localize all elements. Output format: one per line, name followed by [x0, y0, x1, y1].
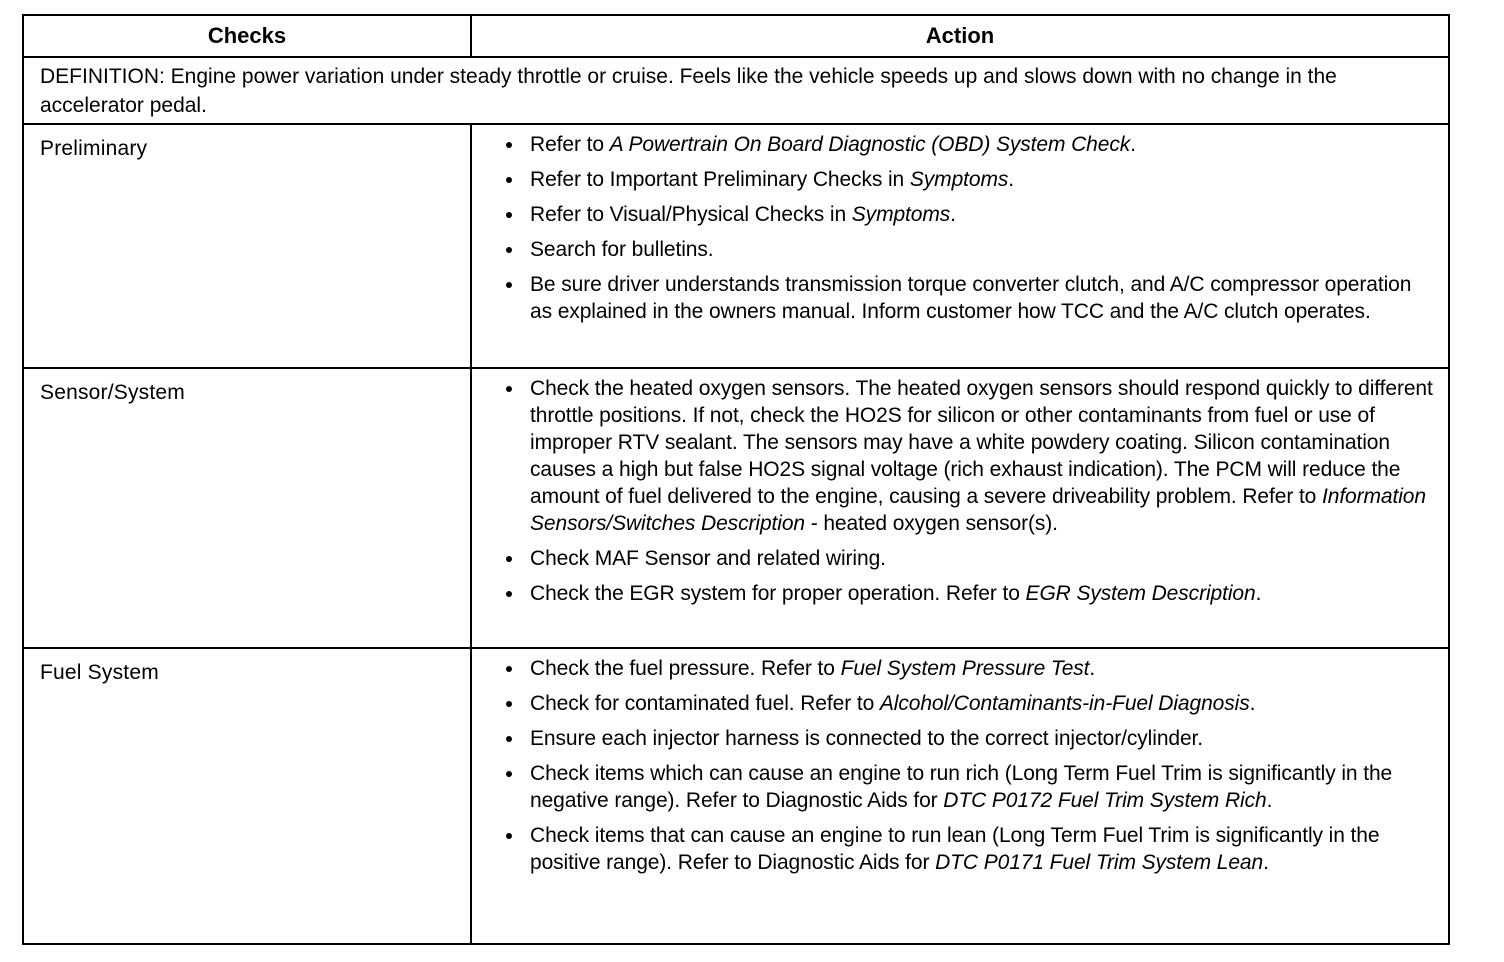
action-cell [471, 124, 1449, 368]
action-text: Check the EGR system for proper operation. Refer to [530, 582, 1026, 605]
bullet-icon [506, 177, 512, 183]
bullet-icon [506, 247, 512, 253]
bullet-icon [506, 771, 512, 777]
reference-title: Fuel System Pressure Test [840, 657, 1090, 680]
action-text: . [1130, 133, 1136, 156]
reference-title: EGR System Description [1025, 582, 1256, 605]
reference-title: Symptoms [909, 168, 1009, 191]
table-row [23, 648, 1449, 944]
action-item [504, 236, 1436, 263]
check-label-sensor-system: Sensor/System [23, 368, 471, 648]
column-header-checks: Checks [23, 15, 471, 57]
check-label-fuel-system: Fuel System [23, 648, 471, 944]
header-row [23, 15, 1449, 57]
reference-title: Symptoms [851, 203, 951, 226]
bullet-icon [506, 666, 512, 672]
action-item [504, 655, 1436, 682]
action-list [504, 655, 1436, 876]
bullet-icon [506, 736, 512, 742]
action-text: . [1263, 851, 1269, 874]
check-label-preliminary: Preliminary [23, 124, 471, 368]
action-cell [471, 648, 1449, 944]
definition-row [23, 57, 1449, 124]
bullet-icon [506, 386, 512, 392]
reference-title: A Powertrain On Board Diagnostic (OBD) System Check [609, 133, 1131, 156]
action-text: . [950, 203, 956, 226]
action-item [504, 545, 1436, 572]
diagnostic-table [22, 14, 1450, 945]
table-row [23, 124, 1449, 368]
action-text: Check MAF Sensor and related wiring. [530, 547, 886, 570]
bullet-icon [506, 556, 512, 562]
action-text: Ensure each injector harness is connected to the correct injector/cylinder. [530, 727, 1204, 750]
reference-title: Alcohol/Contaminants-in-Fuel Diagnosis [879, 692, 1250, 715]
action-text: . [1089, 657, 1096, 680]
action-item [504, 201, 1436, 228]
action-text: . [1255, 582, 1262, 605]
action-text: . [1008, 168, 1015, 191]
bullet-icon [506, 282, 512, 288]
action-text: Refer to Important Preliminary Checks in [530, 168, 910, 191]
action-item [504, 822, 1436, 876]
action-item [504, 271, 1436, 325]
bullet-icon [506, 212, 512, 218]
action-text: Check for contaminated fuel. Refer to [530, 692, 880, 715]
action-text: Refer to Visual/Physical Checks in [530, 203, 852, 226]
action-text: Be sure driver understands transmission torque converter clutch, and A/C compressor operation as explained in the owners manual. Inform customer how TCC and the A/C clutch operates. [530, 273, 1412, 323]
action-text: Check the fuel pressure. Refer to [530, 657, 841, 680]
action-text: Search for bulletins. [530, 238, 714, 261]
action-item [504, 166, 1436, 193]
action-item [504, 725, 1436, 752]
bullet-icon [506, 591, 512, 597]
action-text: Refer to [530, 133, 610, 156]
action-list [504, 375, 1436, 607]
reference-title: DTC P0172 Fuel Trim System Rich [943, 789, 1267, 812]
action-text: . [1249, 692, 1256, 715]
action-cell [471, 368, 1449, 648]
action-text: Check items which can cause an engine to run rich (Long Term Fuel Trim is significantly in the negative range). Refer to Diagnostic Aids for [530, 762, 1393, 812]
action-text: Check the heated oxygen sensors. The heated oxygen sensors should respond quickly to different throttle positions. If not, check the HO2S for silicon or other contaminants from fuel or use of improper RTV sealant. The sensors may have a white powdery coating. Silicon contamination causes a high but false HO2S signal voltage (rich exhaust indication). The PCM will reduce the amount of fuel delivered to the engine, causing a severe driveability problem. Refer to [530, 377, 1433, 508]
reference-title: Information Sensors/Switches Description [530, 485, 1426, 535]
bullet-icon [506, 701, 512, 707]
action-item [504, 690, 1436, 717]
action-text: - heated oxygen sensor(s). [804, 512, 1058, 535]
action-text: Check items that can cause an engine to run lean (Long Term Fuel Trim is significantly in the positive range). Refer to Diagnostic Aids for [530, 824, 1380, 874]
column-header-action: Action [471, 15, 1449, 57]
action-list [504, 131, 1436, 325]
action-item [504, 131, 1436, 158]
action-text: . [1266, 789, 1273, 812]
reference-title: DTC P0171 Fuel Trim System Lean [935, 851, 1264, 874]
bullet-icon [506, 142, 512, 148]
action-item [504, 760, 1436, 814]
action-item [504, 375, 1436, 537]
bullet-icon [506, 833, 512, 839]
definition-text: DEFINITION: Engine power variation under steady throttle or cruise. Feels like the vehicle speeds up and slows down with no change in the accelerator pedal. [23, 57, 1449, 124]
action-item [504, 580, 1436, 607]
table-row [23, 368, 1449, 648]
